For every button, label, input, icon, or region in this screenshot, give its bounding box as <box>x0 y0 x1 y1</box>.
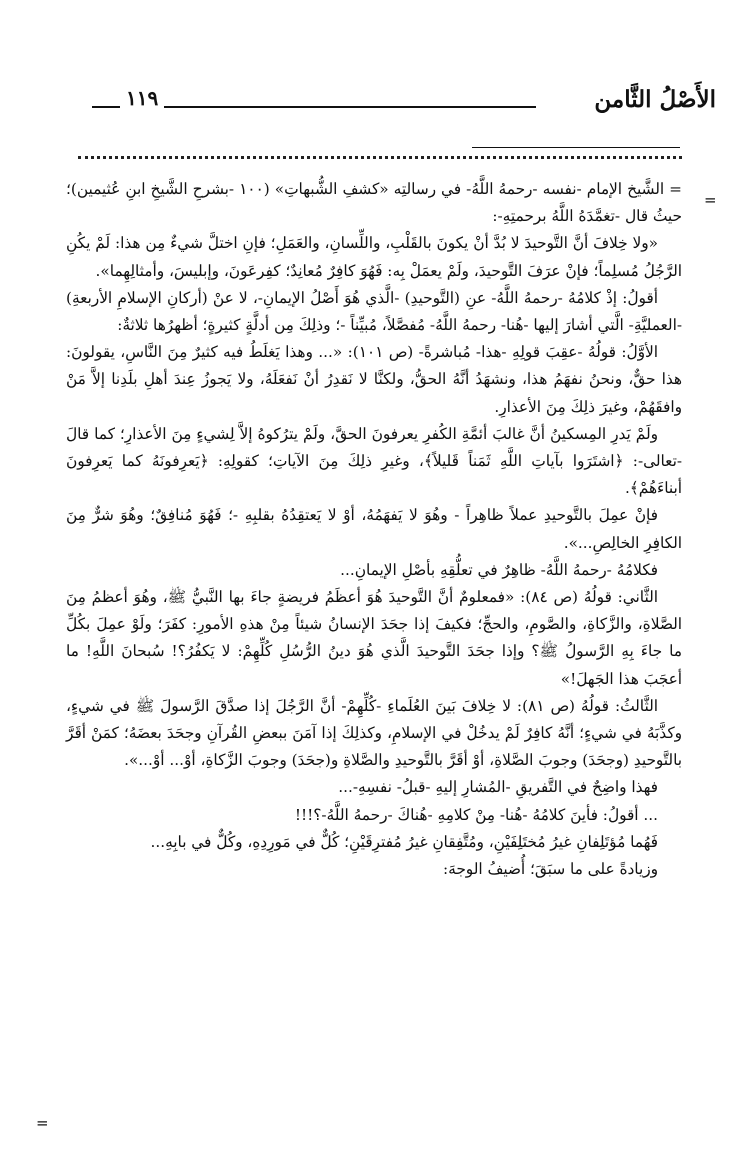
paragraph: فإنْ عمِلَ بالتَّوحيدِ عملاً ظاهِراً - وهُوَ لا يَفهَمُهُ، أوْ لا يَعتقِدُهُ بقلبِهِ -؛ فَهُوَ مُنافِقٌ؛ وهُوَ شرٌّ مِنَ الكافِرِ الخالِصِ...». <box>66 506 682 552</box>
chapter-title: الأَصْلُ الثَّامن <box>594 86 716 113</box>
paragraph: فكلامُهُ -رحمهُ اللَّهُ- ظاهِرٌ في تعلُّقِهِ بأصْلِ الإيمانِ... <box>340 560 658 579</box>
continuation-mark-bottom: = <box>36 1114 49 1132</box>
paragraph: الثَّاني: قولُهُ (ص ٨٤): «فمعلومٌ أنَّ التَّوحيدَ هُوَ أعظَمُ فريضةٍ جاءَ بها النَّبيُّ ﷺ، وهُوَ أعظمُ مِنَ الصَّلاةِ، والزَّكاةِ، والصَّومِ، والحجِّ؛ فكيفَ إذا جحَدَ الإنسانُ شيئاً مِنْ هذهِ الأمورِ: كفَرَ؛ ولَوْ عمِلَ بكُلِّ ما جاءَ بِهِ الرَّسولُ ﷺ؟ وإذا جحَدَ التَّوحيدَ الَّذي هُوَ دينُ الرُّسُلِ كُلِّهِمْ: لا يَكفُرُ؟! سُبحانَ اللَّهِ! ما أعجَبَ هذا الجَهلَ!» <box>66 588 682 688</box>
quote-paragraph: «ولا خِلافَ أنَّ التَّوحيدَ لا بُدَّ أنْ يكونَ بالقَلْبِ، واللِّسانِ، والعَمَلِ؛ فإنِ اختلَّ شيءٌ مِن هذا: لَمْ يكُنِ الرَّجُلُ مُسلِماً؛ فإنْ عرَفَ التَّوحيدَ، ولَمْ يعمَلْ بِه: فَهُوَ كافِرٌ مُعانِدٌ؛ كفِرعَونَ، وإبليسَ، وأمثالِهِما». <box>66 234 682 280</box>
paragraph: ولَمْ يَدرِ المِسكينُ أنَّ غالبَ أئمَّةِ الكُفرِ يعرفونَ الحقَّ، ولَمْ يترُكوهُ إلاَّ لِشيءٍ مِنَ الأعذارِ؛ كما قالَ -تعالى-: ﴿اشتَرَوا بآياتِ اللَّهِ ثَمَناً قَليلاً﴾، وغيرِ ذلِكَ مِنَ الآياتِ؛ كقولِهِ: ﴿يَعرِفونَهُ كما يَعرِفونَ أبناءَهُمْ﴾. <box>66 424 682 498</box>
header-rule <box>164 106 536 108</box>
paragraph: فَهُما مُؤتَلِفانِ غيرُ مُختَلِفَيْنِ، ومُتَّفِقانِ غيرُ مُفترِقَيْنِ؛ كُلٌّ في مَورِدِهِ، وكُلٌّ في بابِهِ... <box>150 832 658 851</box>
paragraph: = الشَّيخ الإمام -نفسه -رحمهُ اللَّهُ- في رسالتِه «كشفِ الشُّبهاتِ» (١٠٠ -بشرحِ الشَّيخِ ابنِ عُثيمين)؛ حيثُ قال -تغمَّدَهُ اللَّهُ برحمتِهِ-: <box>66 180 682 226</box>
paragraph: ... أقولُ: فأينَ كلامُهُ -هُنا- مِنْ كلامِهِ -هُناكَ -رحمهُ اللَّهُ-؟!!! <box>294 805 658 824</box>
header-dash <box>92 106 120 108</box>
paragraph: وزيادةً على ما سبَقَ؛ أُضيفُ الوجهَ: <box>443 860 658 879</box>
dotted-separator <box>78 156 682 159</box>
paragraph: فهذا واضِحٌ في التَّفريقِ -المُشارِ إليهِ -قبلُ- نفسِهِ-... <box>338 778 658 797</box>
paragraph: أقولُ: إذْ كلامُهُ -رحمهُ اللَّهُ- عنِ (التَّوحيدِ) -الَّذي هُوَ أَصْلُ الإيمانِ-، لا عنْ (أركانِ الإسلامِ الأربعةِ) -العمليَّةِ- الَّتي أشارَ إليها -هُنا- رحمهُ اللَّهُ- مُفصَّلاً، مُبيِّناً -؛ وذلِكَ مِن أدلَّةٍ كثيرةٍ؛ أظهرُها ثلاثةٌ: <box>66 288 682 335</box>
paragraph: الأوَّلُ: قولُهُ -عقِبَ قولِهِ -هذا- مُباشرةً- (ص ١٠١): «... وهذا يَغلَطُ فيه كثيرٌ مِنَ النَّاسِ، يقولونَ: هذا حقٌّ، ونحنُ نفهَمُ هذا، ونشهَدُ أنَّهُ الحقُّ، ولكنَّا لا نَقدِرُ أنْ نَفعَلَهُ، ولا يَجوزُ عِندَ أهلِ بلَدِنا إلاَّ مَنْ وافقَهُمْ، وغيرَ ذلِكَ مِنَ الأعذارِ. <box>66 343 682 416</box>
running-header <box>92 82 716 122</box>
footnote-body <box>66 176 682 883</box>
footnote-rule <box>472 147 680 148</box>
page-number: ١١٩ <box>126 86 159 110</box>
continuation-mark: = <box>704 191 717 209</box>
paragraph: الثَّالثُ: قولُهُ (ص ٨١): لا خِلافَ بَينَ العُلَماءِ -كُلِّهِمْ- أنَّ الرَّجُلَ إذا صدَّقَ الرَّسولَ ﷺ في شيءٍ، وكذَّبَهُ في شيءٍ؛ أنَّهُ كافِرٌ لَمْ يدخُلْ في الإسلامِ، وكذلِكَ إذا آمَنَ ببعضِ القُرآنِ وجحَدَ بعضَهُ؛ كمَنْ أقَرَّ بالتَّوحيدِ (وجحَدَ) وجوبَ الصَّلاةِ، أوْ أقَرَّ بالتَّوحيدِ والصَّلاةِ و(جحَدَ) وجوبَ الزَّكاةِ، أوْ... أوْ...». <box>66 696 682 770</box>
